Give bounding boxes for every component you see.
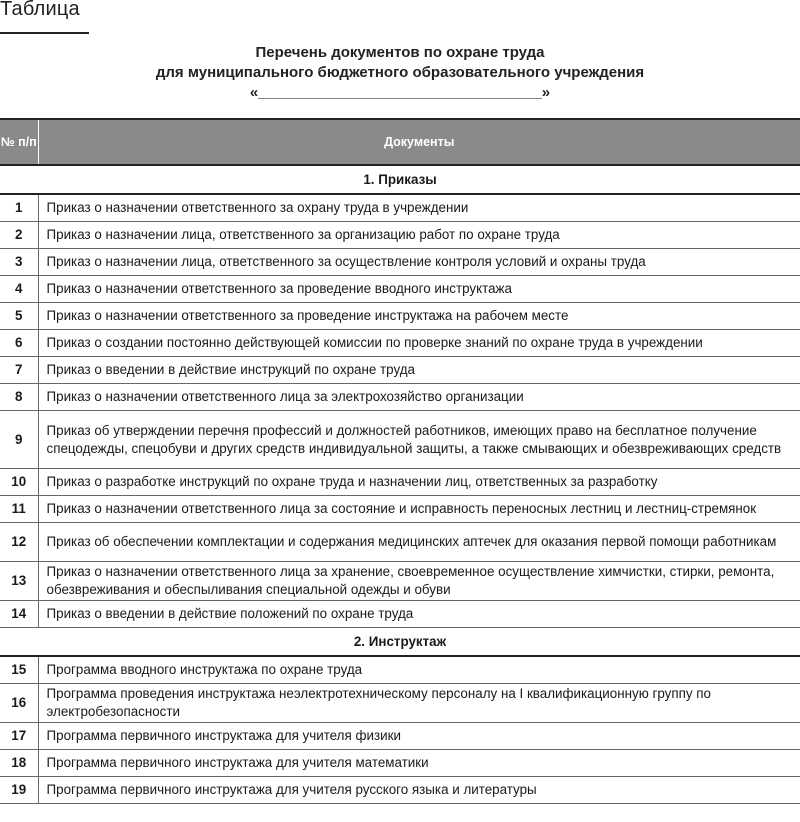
label-underline (0, 32, 89, 34)
row-document: Программа первичного инструктажа для учителя физики (38, 723, 800, 750)
table-row (0, 523, 800, 562)
row-document: Программа вводного инструктажа по охране труда (38, 656, 800, 684)
row-number: 4 (0, 276, 38, 303)
table-row (0, 469, 800, 496)
row-document: Приказ о введении в действие инструкций по охране труда (38, 357, 800, 384)
row-document: Приказ о создании постоянно действующей комиссии по проверке знаний по охране труда в учреждении (38, 330, 800, 357)
row-document: Приказ о назначении ответственного лица за хранение, своевременное осуществление химчистки, стирки, ремонта, обезвреживания и обеспыливания специальной одежды и обуви (38, 562, 800, 601)
table-row (0, 656, 800, 684)
row-document: Приказ о разработке инструкций по охране труда и назначении лиц, ответственных за разработку (38, 469, 800, 496)
row-document: Приказ об утверждении перечня профессий и должностей работников, имеющих право на бесплатное получение спецодежды, спецобуви и других средств индивидуальной защиты, а также смывающих и обезвреживающих средств (38, 411, 800, 469)
section-title-orders: 1. Приказы (0, 165, 800, 194)
row-document: Программа первичного инструктажа для учителя математики (38, 750, 800, 777)
row-document: Программа первичного инструктажа для учителя русского языка и литературы (38, 777, 800, 804)
row-number: 6 (0, 330, 38, 357)
table-row (0, 384, 800, 411)
table-row (0, 411, 800, 469)
row-number: 19 (0, 777, 38, 804)
row-number: 7 (0, 357, 38, 384)
row-document: Приказ о назначении лица, ответственного за осуществление контроля условий и охраны труда (38, 249, 800, 276)
section-title-briefing: 2. Инструктаж (0, 628, 800, 657)
table-row (0, 357, 800, 384)
table-row (0, 222, 800, 249)
row-document: Приказ о назначении ответственного за охрану труда в учреждении (38, 194, 800, 222)
table-row (0, 777, 800, 804)
table-row (0, 496, 800, 523)
header-number: № п/п (0, 119, 38, 165)
row-number: 10 (0, 469, 38, 496)
row-document: Приказ о назначении ответственного лица за состояние и исправность переносных лестниц и лестниц-стремянок (38, 496, 800, 523)
row-number: 9 (0, 411, 38, 469)
table-row (0, 249, 800, 276)
documents-table (0, 118, 800, 804)
row-number: 5 (0, 303, 38, 330)
table-row (0, 684, 800, 723)
document-title-line-2: для муниципального бюджетного образовательного учреждения (155, 64, 645, 81)
table-row (0, 303, 800, 330)
document-title-line-3: «__________________________________» (249, 84, 551, 101)
row-number: 1 (0, 194, 38, 222)
row-number: 12 (0, 523, 38, 562)
row-document: Приказ о назначении ответственного лица за электрохозяйство организации (38, 384, 800, 411)
row-document: Приказ о назначении лица, ответственного за организацию работ по охране труда (38, 222, 800, 249)
table-row (0, 723, 800, 750)
table-row (0, 601, 800, 628)
row-number: 3 (0, 249, 38, 276)
row-number: 16 (0, 684, 38, 723)
document-title-line-1: Перечень документов по охране труда (255, 44, 545, 61)
table-row (0, 750, 800, 777)
row-number: 2 (0, 222, 38, 249)
row-document: Приказ о введении в действие положений по охране труда (38, 601, 800, 628)
table-label: Таблица (0, 0, 80, 20)
row-number: 15 (0, 656, 38, 684)
table-row (0, 276, 800, 303)
header-row (0, 119, 800, 165)
row-number: 18 (0, 750, 38, 777)
row-document: Приказ о назначении ответственного за проведение вводного инструктажа (38, 276, 800, 303)
table-row (0, 194, 800, 222)
row-number: 14 (0, 601, 38, 628)
table-row (0, 330, 800, 357)
row-document: Программа проведения инструктажа неэлектротехническому персоналу на I квалификационную группу по электробезопасности (38, 684, 800, 723)
row-number: 11 (0, 496, 38, 523)
table-row (0, 562, 800, 601)
header-documents: Документы (38, 119, 800, 165)
row-number: 8 (0, 384, 38, 411)
row-number: 17 (0, 723, 38, 750)
row-document: Приказ о назначении ответственного за проведение инструктажа на рабочем месте (38, 303, 800, 330)
row-number: 13 (0, 562, 38, 601)
row-document: Приказ об обеспечении комплектации и содержания медицинских аптечек для оказания первой помощи работникам (38, 523, 800, 562)
